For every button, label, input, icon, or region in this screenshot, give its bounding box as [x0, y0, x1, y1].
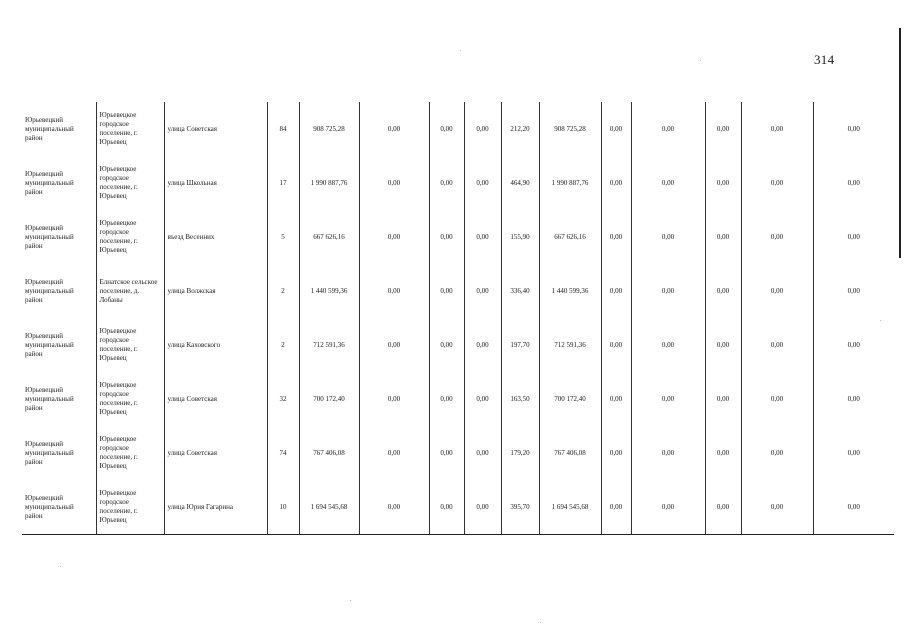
value-cell-7: 0,00 [601, 372, 631, 426]
house-number-cell: 32 [267, 372, 299, 426]
value-cell-4: 0,00 [464, 264, 501, 318]
value-cell-7: 0,00 [601, 426, 631, 480]
value-cell-7: 0,00 [601, 264, 631, 318]
value-cell-11: 0,00 [813, 264, 894, 318]
value-cell-6: 1 694 545,68 [539, 480, 601, 535]
region-cell: Юрьевецкий муниципальный район [22, 210, 96, 264]
scan-speck [700, 60, 701, 61]
value-cell-7: 0,00 [601, 156, 631, 210]
scan-edge-line [899, 28, 901, 258]
value-cell-3: 0,00 [429, 318, 464, 372]
region-cell: Юрьевецкий муниципальный район [22, 102, 96, 156]
value-cell-8: 0,00 [631, 102, 705, 156]
value-cell-2: 0,00 [359, 480, 429, 535]
value-cell-2: 0,00 [359, 426, 429, 480]
street-cell: улица Юрия Гагарина [164, 480, 267, 535]
value-cell-10: 0,00 [741, 156, 813, 210]
value-cell-7: 0,00 [601, 102, 631, 156]
value-cell-8: 0,00 [631, 480, 705, 535]
value-cell-9: 0,00 [705, 480, 741, 535]
region-cell: Юрьевецкий муниципальный район [22, 372, 96, 426]
settlement-cell: Юрьевецкое городское поселение, г. Юрьевец [96, 480, 164, 535]
street-cell: улица Каховского [164, 318, 267, 372]
value-cell-9: 0,00 [705, 372, 741, 426]
value-cell-2: 0,00 [359, 318, 429, 372]
value-cell-8: 0,00 [631, 318, 705, 372]
value-cell-5: 464,90 [501, 156, 539, 210]
value-cell-1: 1 694 545,68 [299, 480, 359, 535]
value-cell-6: 1 990 887,76 [539, 156, 601, 210]
value-cell-9: 0,00 [705, 156, 741, 210]
value-cell-10: 0,00 [741, 372, 813, 426]
value-cell-10: 0,00 [741, 102, 813, 156]
scan-speck [60, 566, 61, 567]
value-cell-4: 0,00 [464, 480, 501, 535]
house-number-cell: 5 [267, 210, 299, 264]
house-number-cell: 2 [267, 264, 299, 318]
value-cell-5: 163,50 [501, 372, 539, 426]
table-row [22, 426, 894, 480]
region-cell: Юрьевецкий муниципальный район [22, 318, 96, 372]
value-cell-3: 0,00 [429, 426, 464, 480]
value-cell-2: 0,00 [359, 372, 429, 426]
value-cell-4: 0,00 [464, 426, 501, 480]
value-cell-3: 0,00 [429, 102, 464, 156]
value-cell-1: 767 406,08 [299, 426, 359, 480]
value-cell-9: 0,00 [705, 318, 741, 372]
value-cell-2: 0,00 [359, 210, 429, 264]
value-cell-10: 0,00 [741, 480, 813, 535]
housing-table [22, 102, 894, 535]
value-cell-4: 0,00 [464, 372, 501, 426]
value-cell-7: 0,00 [601, 480, 631, 535]
value-cell-5: 155,90 [501, 210, 539, 264]
value-cell-9: 0,00 [705, 426, 741, 480]
value-cell-3: 0,00 [429, 372, 464, 426]
table-row [22, 480, 894, 535]
value-cell-6: 712 591,36 [539, 318, 601, 372]
region-cell: Юрьевецкий муниципальный район [22, 426, 96, 480]
value-cell-6: 1 440 599,36 [539, 264, 601, 318]
settlement-cell: Юрьевецкое городское поселение, г. Юрьевец [96, 318, 164, 372]
scan-speck [460, 50, 461, 51]
value-cell-8: 0,00 [631, 426, 705, 480]
value-cell-8: 0,00 [631, 372, 705, 426]
region-cell: Юрьевецкий муниципальный район [22, 156, 96, 210]
value-cell-1: 908 725,28 [299, 102, 359, 156]
house-number-cell: 17 [267, 156, 299, 210]
value-cell-10: 0,00 [741, 426, 813, 480]
table-row [22, 372, 894, 426]
value-cell-4: 0,00 [464, 102, 501, 156]
value-cell-3: 0,00 [429, 264, 464, 318]
value-cell-11: 0,00 [813, 210, 894, 264]
value-cell-10: 0,00 [741, 264, 813, 318]
settlement-cell: Юрьевецкое городское поселение, г. Юрьевец [96, 102, 164, 156]
value-cell-5: 197,70 [501, 318, 539, 372]
house-number-cell: 2 [267, 318, 299, 372]
value-cell-9: 0,00 [705, 210, 741, 264]
value-cell-9: 0,00 [705, 102, 741, 156]
page-number: 314 [814, 52, 835, 67]
street-cell: улица Советская [164, 102, 267, 156]
value-cell-3: 0,00 [429, 480, 464, 535]
table-body [22, 102, 894, 535]
value-cell-6: 767 406,08 [539, 426, 601, 480]
street-cell: улица Волжская [164, 264, 267, 318]
scan-speck [540, 622, 541, 623]
value-cell-9: 0,00 [705, 264, 741, 318]
value-cell-1: 700 172,40 [299, 372, 359, 426]
value-cell-7: 0,00 [601, 210, 631, 264]
value-cell-3: 0,00 [429, 210, 464, 264]
value-cell-5: 395,70 [501, 480, 539, 535]
settlement-cell: Юрьевецкое городское поселение, г. Юрьевец [96, 156, 164, 210]
value-cell-7: 0,00 [601, 318, 631, 372]
value-cell-10: 0,00 [741, 210, 813, 264]
value-cell-11: 0,00 [813, 372, 894, 426]
value-cell-11: 0,00 [813, 156, 894, 210]
table-row [22, 156, 894, 210]
scan-speck [880, 320, 881, 321]
table-row [22, 210, 894, 264]
table-row [22, 318, 894, 372]
value-cell-6: 700 172,40 [539, 372, 601, 426]
street-cell: въезд Весенних [164, 210, 267, 264]
value-cell-11: 0,00 [813, 318, 894, 372]
value-cell-1: 667 626,16 [299, 210, 359, 264]
region-cell: Юрьевецкий муниципальный район [22, 264, 96, 318]
table-row [22, 264, 894, 318]
value-cell-2: 0,00 [359, 264, 429, 318]
value-cell-8: 0,00 [631, 264, 705, 318]
scan-speck [350, 600, 351, 601]
value-cell-4: 0,00 [464, 210, 501, 264]
value-cell-6: 667 626,16 [539, 210, 601, 264]
value-cell-5: 212,20 [501, 102, 539, 156]
settlement-cell: Юрьевецкое городское поселение, г. Юрьевец [96, 426, 164, 480]
settlement-cell: Юрьевецкое городское поселение, г. Юрьевец [96, 372, 164, 426]
value-cell-4: 0,00 [464, 318, 501, 372]
street-cell: улица Советская [164, 372, 267, 426]
value-cell-6: 908 725,28 [539, 102, 601, 156]
settlement-cell: Елнатское сельское поселение, д. Лобаны [96, 264, 164, 318]
value-cell-10: 0,00 [741, 318, 813, 372]
region-cell: Юрьевецкий муниципальный район [22, 480, 96, 535]
value-cell-3: 0,00 [429, 156, 464, 210]
house-number-cell: 74 [267, 426, 299, 480]
table-row [22, 102, 894, 156]
value-cell-11: 0,00 [813, 480, 894, 535]
value-cell-1: 1 440 599,36 [299, 264, 359, 318]
value-cell-2: 0,00 [359, 156, 429, 210]
street-cell: улица Советская [164, 426, 267, 480]
value-cell-8: 0,00 [631, 210, 705, 264]
street-cell: улица Школьная [164, 156, 267, 210]
value-cell-4: 0,00 [464, 156, 501, 210]
value-cell-8: 0,00 [631, 156, 705, 210]
house-number-cell: 10 [267, 480, 299, 535]
value-cell-2: 0,00 [359, 102, 429, 156]
settlement-cell: Юрьевецкое городское поселение, г. Юрьевец [96, 210, 164, 264]
value-cell-5: 179,20 [501, 426, 539, 480]
value-cell-1: 1 990 887,76 [299, 156, 359, 210]
house-number-cell: 84 [267, 102, 299, 156]
value-cell-11: 0,00 [813, 102, 894, 156]
value-cell-5: 336,40 [501, 264, 539, 318]
value-cell-1: 712 591,36 [299, 318, 359, 372]
value-cell-11: 0,00 [813, 426, 894, 480]
